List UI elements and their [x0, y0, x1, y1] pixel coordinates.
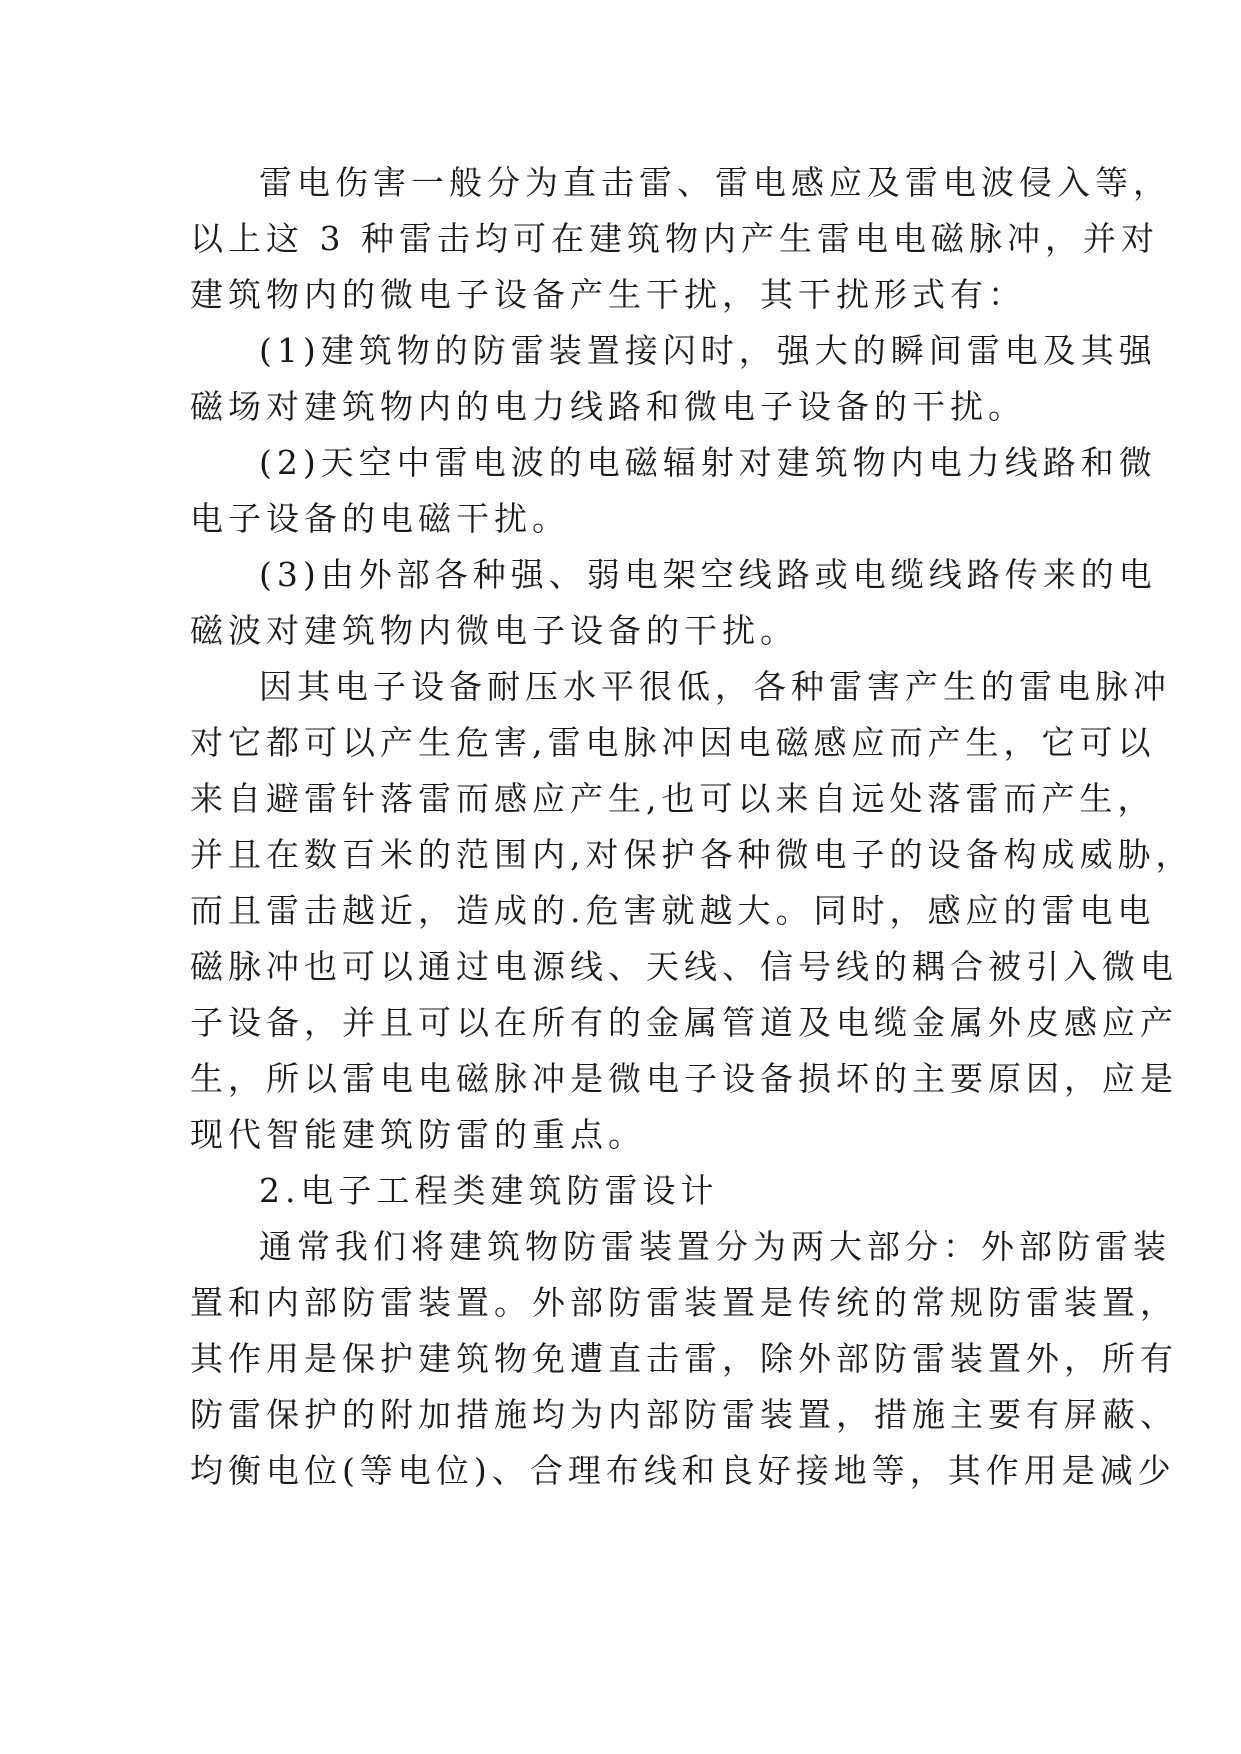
text-line: 因其电子设备耐压水平很低，各种雷害产生的雷电脉冲 — [259, 667, 1171, 706]
text-line: 来自避雷针落雷而感应产生,也可以来自远处落雷而产生， — [190, 779, 1156, 818]
text-line: 而且雷击越近，造成的.危害就越大。同时，感应的雷电电 — [190, 891, 1156, 930]
text-line: 电子设备的电磁干扰。 — [190, 499, 570, 538]
text-line: 磁波对建筑物内微电子设备的干扰。 — [190, 611, 798, 650]
text-line: 其作用是保护建筑物免遭直击雷，除外部防雷装置外，所有 — [190, 1339, 1178, 1378]
text-line: 磁脉冲也可以通过电源线、天线、信号线的耦合被引入微电 — [190, 947, 1178, 986]
text-line: 建筑物内的微电子设备产生干扰，其干扰形式有： — [190, 275, 1026, 314]
text-line: 子设备，并且可以在所有的金属管道及电缆金属外皮感应产 — [190, 1003, 1178, 1042]
text-line: 对它都可以产生危害,雷电脉冲因电磁感应而产生，它可以 — [190, 723, 1156, 762]
section-heading: 2.电子工程类建筑防雷设计 — [259, 1171, 719, 1210]
text-line: (2)天空中雷电波的电磁辐射对建筑物内电力线路和微 — [259, 443, 1157, 482]
text-line: (3)由外部各种强、弱电架空线路或电缆线路传来的电 — [259, 555, 1157, 594]
text-line: 防雷保护的附加措施均为内部防雷装置，措施主要有屏蔽、 — [190, 1395, 1178, 1434]
text-line: 现代智能建筑防雷的重点。 — [190, 1115, 646, 1154]
text-line: 并且在数百米的范围内,对保护各种微电子的设备构成威胁， — [190, 835, 1194, 874]
text-line: 磁场对建筑物内的电力线路和微电子设备的干扰。 — [190, 387, 1026, 426]
text-line: (1)建筑物的防雷装置接闪时，强大的瞬间雷电及其强 — [259, 331, 1157, 370]
text-line: 雷电伤害一般分为直击雷、雷电感应及雷电波侵入等， — [259, 163, 1171, 202]
text-line: 均衡电位(等电位)、合理布线和良好接地等，其作用是减少 — [190, 1451, 1176, 1490]
text-line: 置和内部防雷装置。外部防雷装置是传统的常规防雷装置， — [190, 1283, 1178, 1322]
text-line: 生，所以雷电电磁脉冲是微电子设备损坏的主要原因，应是 — [190, 1059, 1178, 1098]
text-line: 通常我们将建筑物防雷装置分为两大部分：外部防雷装 — [259, 1227, 1171, 1266]
text-line: 以上这 3 种雷击均可在建筑物内产生雷电电磁脉冲，并对 — [190, 219, 1159, 258]
document-body — [190, 155, 1194, 1499]
